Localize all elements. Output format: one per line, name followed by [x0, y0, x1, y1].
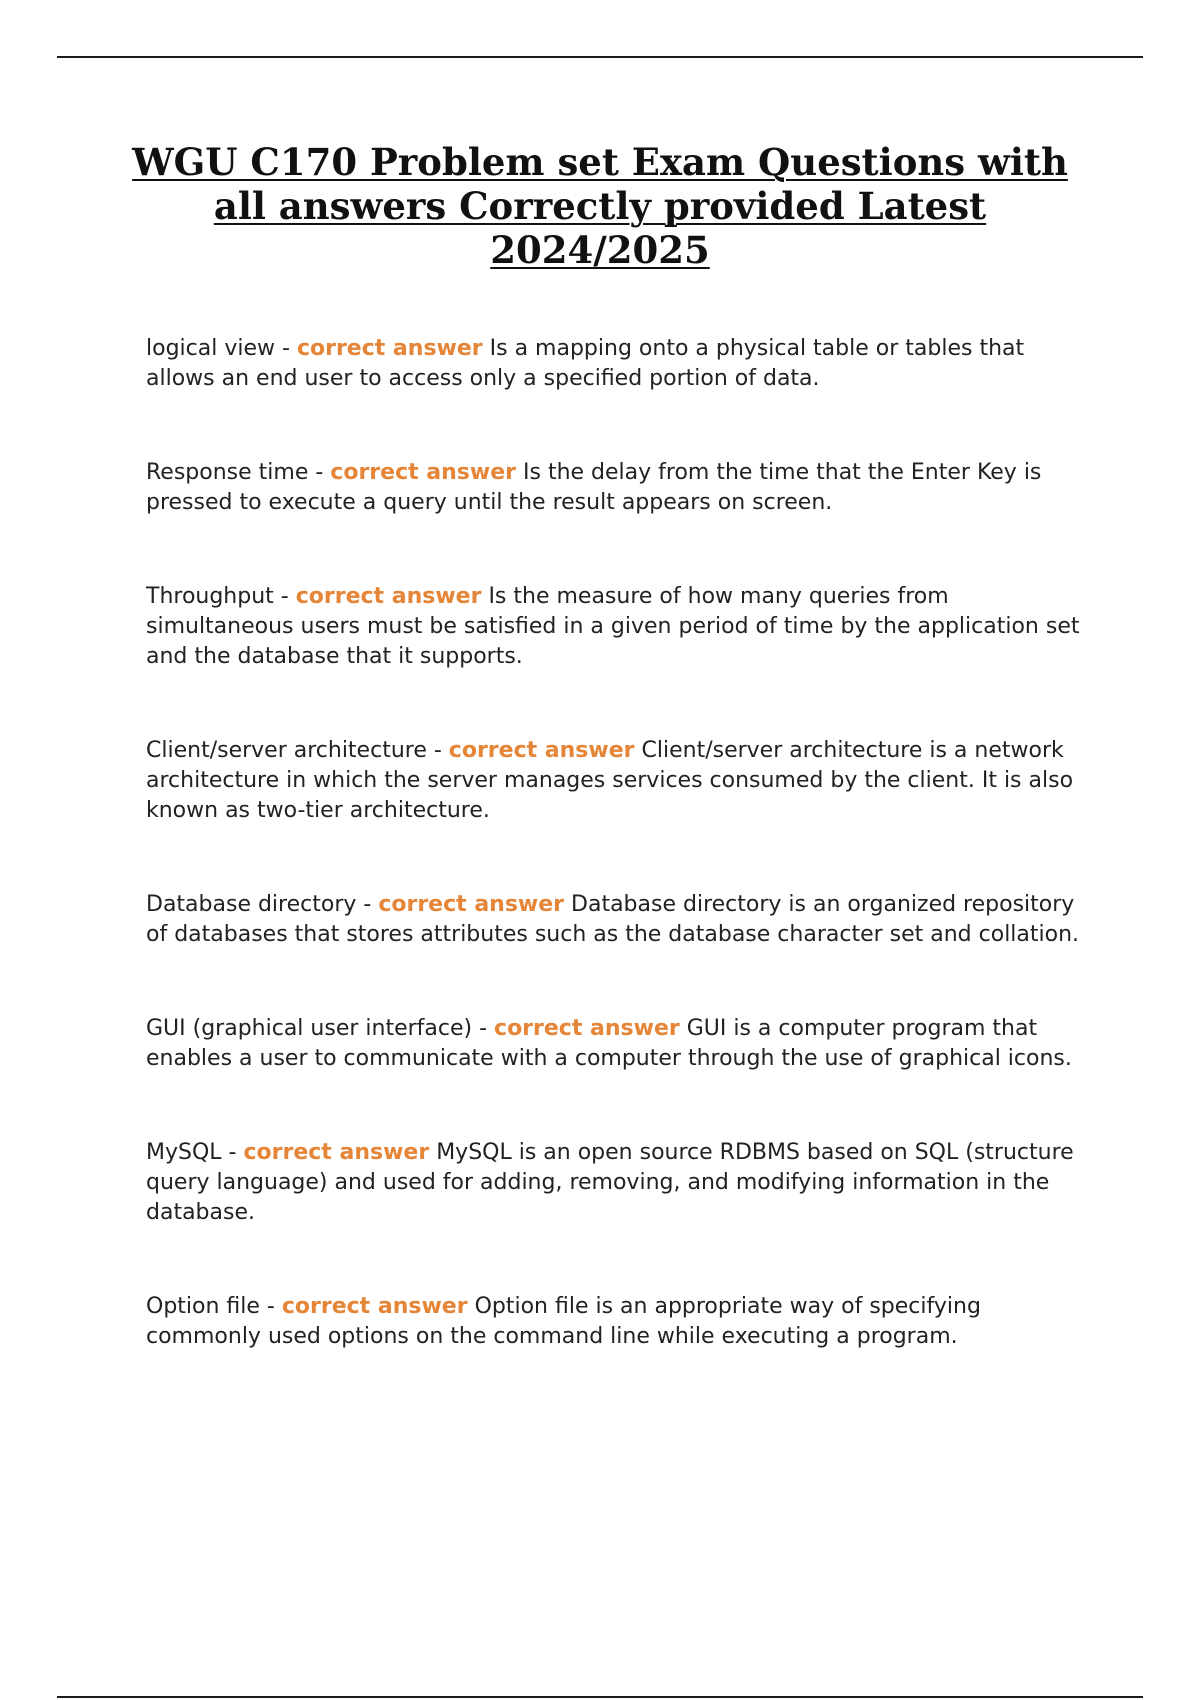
document-title: WGU C170 Problem set Exam Questions with all answers Correctly provided Latest 2024/2025 [132, 140, 1068, 272]
qa-definition: Database directory is an organized repository of databases that stores attributes such as the database character set and collation. [146, 892, 1080, 947]
qa-term: GUI (graphical user interface) [146, 1016, 473, 1041]
qa-list [146, 334, 1096, 1352]
correct-answer-label: correct answer [330, 460, 516, 485]
qa-item [146, 458, 1096, 518]
qa-separator: - [275, 336, 297, 361]
correct-answer-label: correct answer [296, 336, 483, 361]
qa-item [146, 736, 1096, 826]
correct-answer-label: correct answer [243, 1140, 430, 1165]
correct-answer-label: correct answer [494, 1016, 680, 1041]
qa-separator: - [472, 1016, 495, 1041]
qa-term: Option file [146, 1294, 260, 1319]
qa-term: Throughput [146, 584, 274, 609]
qa-term: MySQL [146, 1140, 222, 1165]
qa-definition: Is the delay from the time that the Enter Key is pressed to execute a query until the result appears on screen. [146, 460, 1042, 515]
qa-term: Database directory [146, 892, 357, 917]
qa-separator: - [273, 584, 296, 609]
qa-item [146, 582, 1096, 672]
qa-item [146, 334, 1096, 394]
qa-definition: GUI is a computer program that enables a user to communicate with a computer through the use of graphical icons. [146, 1016, 1072, 1071]
qa-definition: Option file is an appropriate way of specifying commonly used options on the command line while executing a program. [146, 1294, 981, 1349]
qa-separator: - [259, 1294, 282, 1319]
qa-definition: Client/server architecture is a network architecture in which the server manages services consumed by the client. It is also known as two-tier architecture. [146, 738, 1074, 823]
qa-term: Response time [146, 460, 309, 485]
qa-item [146, 1292, 1096, 1352]
correct-answer-label: correct answer [378, 892, 565, 917]
correct-answer-label: correct answer [448, 738, 635, 763]
header-rule [57, 56, 1143, 58]
qa-item [146, 890, 1096, 950]
qa-definition: MySQL is an open source RDBMS based on SQL (structure query language) and used for adding, removing, and modifying information in the database. [146, 1140, 1074, 1225]
qa-item [146, 1014, 1096, 1074]
correct-answer-label: correct answer [281, 1294, 468, 1319]
qa-separator: - [221, 1140, 244, 1165]
qa-separator: - [426, 738, 449, 763]
qa-term: Client/server architecture [146, 738, 427, 763]
qa-separator: - [308, 460, 331, 485]
qa-separator: - [356, 892, 379, 917]
correct-answer-label: correct answer [295, 584, 482, 609]
qa-definition: Is a mapping onto a physical table or tables that allows an end user to access only a specified portion of data. [146, 336, 1025, 391]
qa-item [146, 1138, 1096, 1228]
qa-term: logical view [146, 336, 275, 361]
footer-rule [57, 1696, 1143, 1698]
qa-definition: Is the measure of how many queries from simultaneous users must be satisfied in a given period of time by the application set and the database that it supports. [146, 584, 1080, 669]
